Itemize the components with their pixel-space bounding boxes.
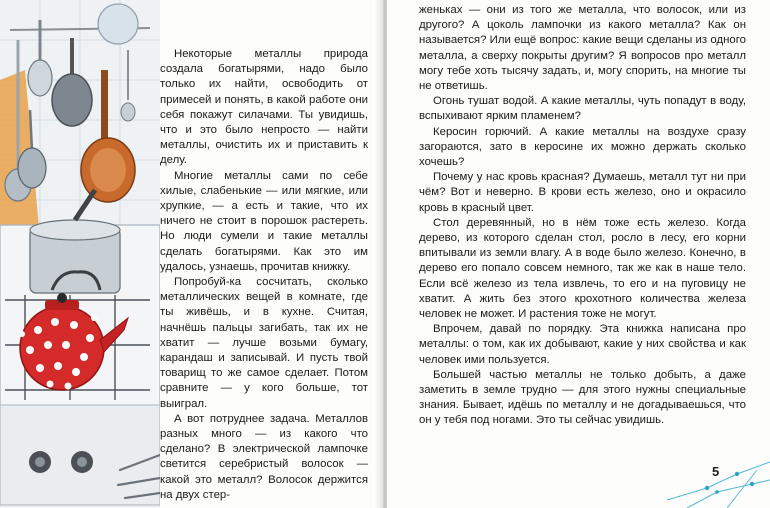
page-number: 5 <box>712 464 720 479</box>
left-paragraph-3: Попробуй-ка сосчитать, сколько металлических вещей в комнате, где ты живёшь, и в кухне. Считая, начнёшь пальцы загибать, так их не хватит — лучше возьми бумагу, карандаш и записывай. И пусть твой товарищ то же самое сделает. Потом сравните — у кого больше, тот выиграл. <box>160 276 368 410</box>
right-paragraph-3: Керосин горючий. А какие металлы на воздухе сразу загораются, зато в керосине их можно держать сколько хочешь? <box>419 125 746 169</box>
right-paragraph-1: женьках — они из того же металла, что волосок, или из другого? А цоколь лампочки из какого металла? Как он называется? Или ещё вопрос: какие вещи сделаны из одного металла, а сверху покрыты другим? Я вопросов про металл могу тебе хоть тысячу задать, и, могу спорить, на многие ты не ответишь. <box>419 4 746 93</box>
right-paragraph-4: Почему у нас кровь красная? Думаешь, металл тут ни при чём? Вот и неверно. В крови есть железо, оно и окрасило кровь в красный цвет. <box>419 171 746 214</box>
kitchen-utensils-illustration <box>0 0 160 508</box>
right-paragraph-2: Огонь тушат водой. А какие металлы, чуть попадут в воду, вспыхивают ярким пламенем? <box>419 95 746 123</box>
right-paragraph-7: Большей частью металлы не только добыть, а даже заметить в земле трудно — для этого нужны специальные знания. Бывает, идёшь по металлу и не догадываешься, что он у тебя под ногами. Это ты сейчас увидишь. <box>419 368 746 427</box>
right-paragraph-6: Впрочем, давай по порядку. Эта книжка написана про металлы: о том, как их добывают, какие у них свойства и как человек ими пользуется. <box>419 323 746 366</box>
left-paragraph-2: Многие металлы сами по себе хилые, слабенькие — или мягкие, или хрупкие, — а есть и такие, что их ничего не стоит в порошок растереть. Но люди сумели и такие металлы сделать богатырями. Как это им удалось, узнаешь, прочитав книжку. <box>160 169 368 273</box>
right-page <box>387 0 770 508</box>
right-paragraph-5: Стол деревянный, но в нём тоже есть железо. Когда дерево, из которого сделан стол, росло в лесу, его корни впитывали из земли влагу. А в воде было железо. Конечно, в дерево его попало совсем немного, так же как в наше тело. Если всё железо из тела извлечь, то его и на пуговицу не хватит. А жить без этого крохотного количества железа человек не может. И растения тоже не могут. <box>419 216 746 321</box>
left-paragraph-1: Некоторые металлы природа создала богатырями, надо было только их найти, освободить от примесей и понять, в какой работе они себя покажут силачами. Ты увидишь, что и это было непросто — найти металлы, очистить их и приставить к делу. <box>160 48 368 167</box>
left-paragraph-4: А вот потруднее задача. Металлов разных много — из какого что сделано? В электрической лампочке светится серебристый волосок — какой это металл? Волосок держится на двух стер- <box>160 412 368 501</box>
left-page <box>0 0 383 508</box>
left-text-column <box>160 47 368 503</box>
right-text-column <box>419 3 746 429</box>
